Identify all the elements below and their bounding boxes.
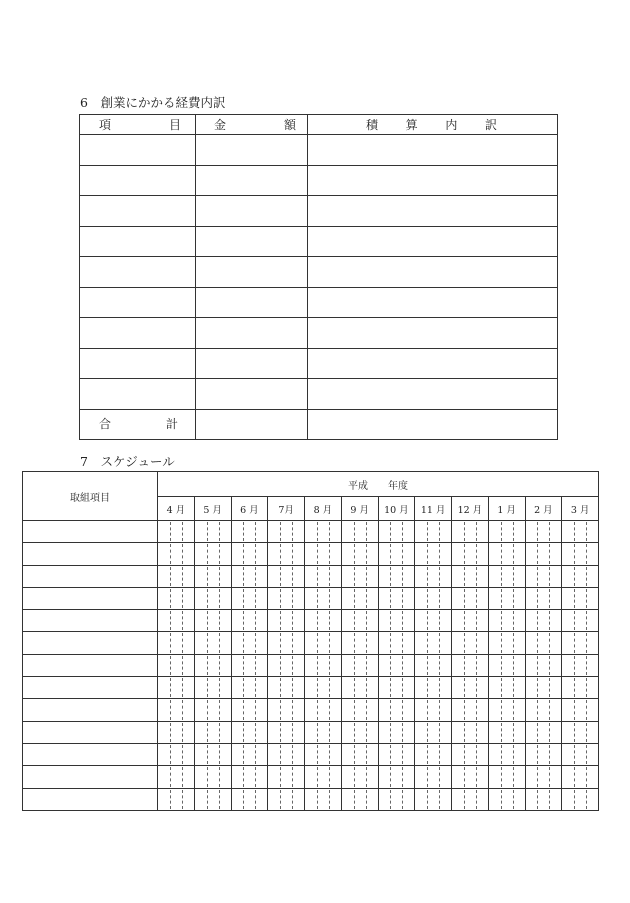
schedule-month-cell — [452, 654, 489, 676]
schedule-month-cell — [415, 543, 452, 565]
schedule-month-cell — [194, 721, 231, 743]
schedule-month-cell — [231, 543, 268, 565]
month-header: 2 月 — [525, 497, 562, 521]
schedule-rows — [23, 521, 599, 811]
schedule-month-cell — [525, 654, 562, 676]
expense-section-title: 6 創業にかかる経費内訳 — [80, 95, 226, 110]
schedule-row — [23, 677, 599, 699]
expense-row — [80, 379, 558, 410]
schedule-month-cell — [378, 743, 415, 765]
schedule-month-cell — [194, 587, 231, 609]
expense-row — [80, 165, 558, 196]
schedule-item-cell — [23, 521, 158, 543]
schedule-month-cell — [268, 721, 305, 743]
schedule-month-cell — [194, 632, 231, 654]
header-amount-label — [196, 118, 307, 132]
schedule-item-cell — [23, 743, 158, 765]
schedule-month-cell — [452, 587, 489, 609]
schedule-month-cell — [415, 521, 452, 543]
expense-breakdown-cell — [308, 379, 558, 410]
expense-amount-cell — [196, 318, 308, 349]
schedule-section-title: 7 スケジュール — [80, 454, 175, 469]
header-item-cell — [80, 115, 196, 135]
schedule-month-cell — [525, 766, 562, 788]
schedule-month-cell — [415, 677, 452, 699]
expense-breakdown-cell — [308, 257, 558, 288]
total-breakdown-cell — [308, 409, 558, 440]
expense-header-row — [80, 115, 558, 135]
schedule-month-cell — [268, 543, 305, 565]
expense-item-cell — [80, 287, 196, 318]
schedule-month-cell — [194, 543, 231, 565]
schedule-month-cell — [231, 654, 268, 676]
schedule-month-cell — [378, 677, 415, 699]
schedule-month-cell — [562, 610, 599, 632]
expense-row — [80, 226, 558, 257]
expense-item-cell — [80, 379, 196, 410]
schedule-month-cell — [158, 743, 195, 765]
schedule-month-cell — [452, 721, 489, 743]
header-breakdown-cell — [308, 115, 558, 135]
schedule-month-cell — [452, 743, 489, 765]
expense-breakdown-cell — [308, 135, 558, 166]
month-header: 3 月 — [562, 497, 599, 521]
schedule-month-cell — [525, 632, 562, 654]
schedule-month-cell — [378, 721, 415, 743]
total-label-char: 計 — [165, 417, 178, 432]
schedule-row — [23, 654, 599, 676]
total-label-char: 合 — [99, 417, 112, 432]
schedule-month-cell — [194, 743, 231, 765]
schedule-month-cell — [305, 677, 342, 699]
schedule-month-cell — [305, 743, 342, 765]
schedule-month-cell — [158, 699, 195, 721]
month-header: 9 月 — [341, 497, 378, 521]
schedule-month-cell — [378, 587, 415, 609]
schedule-item-cell — [23, 677, 158, 699]
header-breakdown-char: 積 — [366, 117, 379, 132]
header-amount-cell — [196, 115, 308, 135]
expense-item-cell — [80, 226, 196, 257]
schedule-month-cell — [158, 543, 195, 565]
schedule-month-cell — [415, 654, 452, 676]
schedule-month-cell — [488, 565, 525, 587]
schedule-month-cell — [158, 565, 195, 587]
schedule-month-cell — [525, 699, 562, 721]
expense-amount-cell — [196, 287, 308, 318]
expense-breakdown-cell — [308, 318, 558, 349]
expense-rows — [80, 135, 558, 410]
schedule-month-cell — [488, 632, 525, 654]
schedule-row — [23, 521, 599, 543]
schedule-month-cell — [158, 587, 195, 609]
expense-breakdown-table — [79, 114, 558, 440]
schedule-month-cell — [488, 521, 525, 543]
schedule-item-cell — [23, 543, 158, 565]
expense-breakdown-cell — [308, 348, 558, 379]
schedule-month-cell — [415, 632, 452, 654]
expense-item-cell — [80, 165, 196, 196]
expense-amount-cell — [196, 165, 308, 196]
header-breakdown-char: 内 — [445, 117, 458, 132]
header-item-char: 項 — [99, 117, 112, 132]
schedule-month-cell — [525, 788, 562, 810]
schedule-month-cell — [158, 610, 195, 632]
schedule-month-cell — [268, 565, 305, 587]
schedule-month-cell — [341, 565, 378, 587]
schedule-month-cell — [562, 521, 599, 543]
schedule-month-cell — [525, 677, 562, 699]
schedule-month-cell — [415, 743, 452, 765]
schedule-row — [23, 632, 599, 654]
schedule-month-cell — [452, 521, 489, 543]
schedule-row — [23, 543, 599, 565]
schedule-month-cell — [378, 521, 415, 543]
schedule-table — [22, 471, 599, 811]
schedule-item-cell — [23, 587, 158, 609]
schedule-month-cell — [268, 788, 305, 810]
schedule-month-cell — [231, 766, 268, 788]
schedule-month-cell — [341, 632, 378, 654]
schedule-month-cell — [158, 677, 195, 699]
schedule-month-cell — [488, 766, 525, 788]
schedule-month-cell — [488, 654, 525, 676]
schedule-month-cell — [231, 788, 268, 810]
schedule-month-cell — [452, 632, 489, 654]
total-label-cell — [80, 409, 196, 440]
schedule-item-cell — [23, 632, 158, 654]
expense-item-cell — [80, 196, 196, 227]
schedule-month-cell — [305, 632, 342, 654]
schedule-month-cell — [525, 521, 562, 543]
expense-amount-cell — [196, 379, 308, 410]
schedule-item-cell — [23, 766, 158, 788]
schedule-month-cell — [562, 654, 599, 676]
schedule-month-cell — [452, 788, 489, 810]
schedule-month-cell — [452, 677, 489, 699]
schedule-month-cell — [305, 521, 342, 543]
schedule-item-cell — [23, 788, 158, 810]
schedule-month-cell — [158, 788, 195, 810]
expense-breakdown-cell — [308, 226, 558, 257]
expense-row — [80, 196, 558, 227]
schedule-month-cell — [378, 565, 415, 587]
schedule-row — [23, 699, 599, 721]
schedule-month-cell — [231, 699, 268, 721]
schedule-month-cell — [231, 587, 268, 609]
schedule-month-cell — [562, 587, 599, 609]
schedule-month-cell — [488, 721, 525, 743]
schedule-month-cell — [562, 766, 599, 788]
schedule-month-cell — [158, 654, 195, 676]
schedule-header-row — [23, 472, 599, 497]
schedule-month-cell — [378, 632, 415, 654]
schedule-item-cell — [23, 565, 158, 587]
schedule-month-cell — [341, 587, 378, 609]
schedule-month-cell — [305, 565, 342, 587]
schedule-row — [23, 721, 599, 743]
month-header: 7月 — [268, 497, 305, 521]
schedule-item-cell — [23, 721, 158, 743]
schedule-month-cell — [525, 743, 562, 765]
schedule-month-cell — [268, 521, 305, 543]
schedule-month-cell — [341, 610, 378, 632]
month-header: 4 月 — [158, 497, 195, 521]
schedule-month-cell — [268, 677, 305, 699]
schedule-item-cell — [23, 610, 158, 632]
expense-row — [80, 318, 558, 349]
schedule-month-cell — [415, 699, 452, 721]
schedule-row — [23, 565, 599, 587]
schedule-month-cell — [525, 543, 562, 565]
header-breakdown-char: 訳 — [484, 117, 497, 132]
expense-amount-cell — [196, 196, 308, 227]
month-header: 6 月 — [231, 497, 268, 521]
month-header: 12 月 — [452, 497, 489, 521]
schedule-month-cell — [488, 677, 525, 699]
schedule-month-cell — [341, 521, 378, 543]
header-amount-char: 額 — [283, 117, 296, 132]
schedule-month-cell — [268, 632, 305, 654]
schedule-month-cell — [194, 521, 231, 543]
schedule-month-cell — [378, 699, 415, 721]
schedule-month-cell — [194, 565, 231, 587]
schedule-month-cell — [562, 565, 599, 587]
expense-breakdown-cell — [308, 287, 558, 318]
schedule-month-cell — [415, 610, 452, 632]
expense-breakdown-cell — [308, 196, 558, 227]
expense-item-cell — [80, 318, 196, 349]
schedule-month-cell — [488, 699, 525, 721]
schedule-month-cell — [194, 654, 231, 676]
schedule-month-cell — [378, 654, 415, 676]
month-header: 8 月 — [305, 497, 342, 521]
schedule-month-cell — [268, 743, 305, 765]
schedule-month-cell — [231, 610, 268, 632]
schedule-month-cell — [231, 565, 268, 587]
schedule-month-cell — [562, 543, 599, 565]
schedule-month-cell — [305, 721, 342, 743]
schedule-month-cell — [562, 721, 599, 743]
expense-total-row — [80, 409, 558, 440]
schedule-month-cell — [488, 543, 525, 565]
header-item-char: 目 — [168, 117, 181, 132]
schedule-month-cell — [158, 521, 195, 543]
schedule-month-cell — [194, 766, 231, 788]
schedule-month-cell — [158, 766, 195, 788]
schedule-month-cell — [415, 788, 452, 810]
schedule-month-cell — [341, 788, 378, 810]
schedule-month-cell — [341, 743, 378, 765]
schedule-month-cell — [341, 677, 378, 699]
expense-row — [80, 135, 558, 166]
total-amount-cell — [196, 409, 308, 440]
expense-amount-cell — [196, 226, 308, 257]
expense-amount-cell — [196, 257, 308, 288]
schedule-month-cell — [268, 766, 305, 788]
schedule-month-cell — [525, 721, 562, 743]
schedule-month-cell — [488, 743, 525, 765]
schedule-month-cell — [488, 587, 525, 609]
schedule-month-cell — [305, 654, 342, 676]
expense-row — [80, 257, 558, 288]
schedule-month-cell — [268, 699, 305, 721]
expense-item-cell — [80, 257, 196, 288]
schedule-month-cell — [231, 743, 268, 765]
total-label — [80, 417, 195, 431]
schedule-month-cell — [268, 587, 305, 609]
schedule-month-cell — [452, 699, 489, 721]
schedule-month-cell — [231, 521, 268, 543]
schedule-item-cell — [23, 699, 158, 721]
schedule-month-cell — [452, 610, 489, 632]
expense-amount-cell — [196, 135, 308, 166]
header-breakdown-char: 算 — [405, 117, 418, 132]
schedule-month-cell — [158, 721, 195, 743]
schedule-month-cell — [415, 587, 452, 609]
expense-amount-cell — [196, 348, 308, 379]
schedule-month-cell — [194, 610, 231, 632]
schedule-item-cell — [23, 654, 158, 676]
schedule-month-cell — [525, 587, 562, 609]
schedule-month-cell — [452, 543, 489, 565]
schedule-month-cell — [415, 766, 452, 788]
schedule-month-cell — [378, 543, 415, 565]
schedule-row — [23, 788, 599, 810]
schedule-month-cell — [194, 677, 231, 699]
schedule-month-cell — [341, 543, 378, 565]
schedule-month-cell — [525, 610, 562, 632]
schedule-month-cell — [305, 766, 342, 788]
schedule-row — [23, 766, 599, 788]
header-breakdown-label — [308, 118, 557, 132]
schedule-month-cell — [158, 632, 195, 654]
schedule-month-cell — [341, 766, 378, 788]
schedule-year-header: 平成 年度 — [158, 472, 599, 497]
schedule-month-cell — [488, 610, 525, 632]
schedule-item-header: 取組項目 — [23, 472, 158, 521]
schedule-month-cell — [231, 632, 268, 654]
header-amount-char: 金 — [214, 117, 227, 132]
schedule-row — [23, 743, 599, 765]
schedule-month-cell — [488, 788, 525, 810]
schedule-month-cell — [562, 743, 599, 765]
schedule-month-cell — [305, 587, 342, 609]
expense-breakdown-cell — [308, 165, 558, 196]
schedule-month-cell — [452, 766, 489, 788]
schedule-row — [23, 587, 599, 609]
schedule-month-cell — [378, 788, 415, 810]
schedule-month-cell — [452, 565, 489, 587]
schedule-month-cell — [341, 721, 378, 743]
schedule-month-cell — [562, 699, 599, 721]
schedule-month-cell — [562, 677, 599, 699]
schedule-month-cell — [525, 565, 562, 587]
schedule-month-cell — [562, 632, 599, 654]
schedule-month-cell — [415, 721, 452, 743]
expense-item-cell — [80, 135, 196, 166]
month-header: 5 月 — [194, 497, 231, 521]
month-header: 10 月 — [378, 497, 415, 521]
schedule-month-cell — [415, 565, 452, 587]
schedule-month-cell — [268, 654, 305, 676]
schedule-month-cell — [268, 610, 305, 632]
schedule-month-cell — [305, 699, 342, 721]
expense-row — [80, 287, 558, 318]
schedule-row — [23, 610, 599, 632]
month-header: 11 月 — [415, 497, 452, 521]
schedule-month-cell — [194, 699, 231, 721]
schedule-month-cell — [231, 721, 268, 743]
header-item-label — [80, 118, 195, 132]
schedule-month-cell — [305, 610, 342, 632]
schedule-month-cell — [378, 610, 415, 632]
month-header: 1 月 — [488, 497, 525, 521]
schedule-month-cell — [305, 543, 342, 565]
expense-item-cell — [80, 348, 196, 379]
schedule-month-cell — [194, 788, 231, 810]
schedule-month-cell — [562, 788, 599, 810]
schedule-month-cell — [378, 766, 415, 788]
schedule-month-cell — [305, 788, 342, 810]
schedule-month-cell — [341, 699, 378, 721]
expense-row — [80, 348, 558, 379]
schedule-month-cell — [341, 654, 378, 676]
schedule-month-cell — [231, 677, 268, 699]
